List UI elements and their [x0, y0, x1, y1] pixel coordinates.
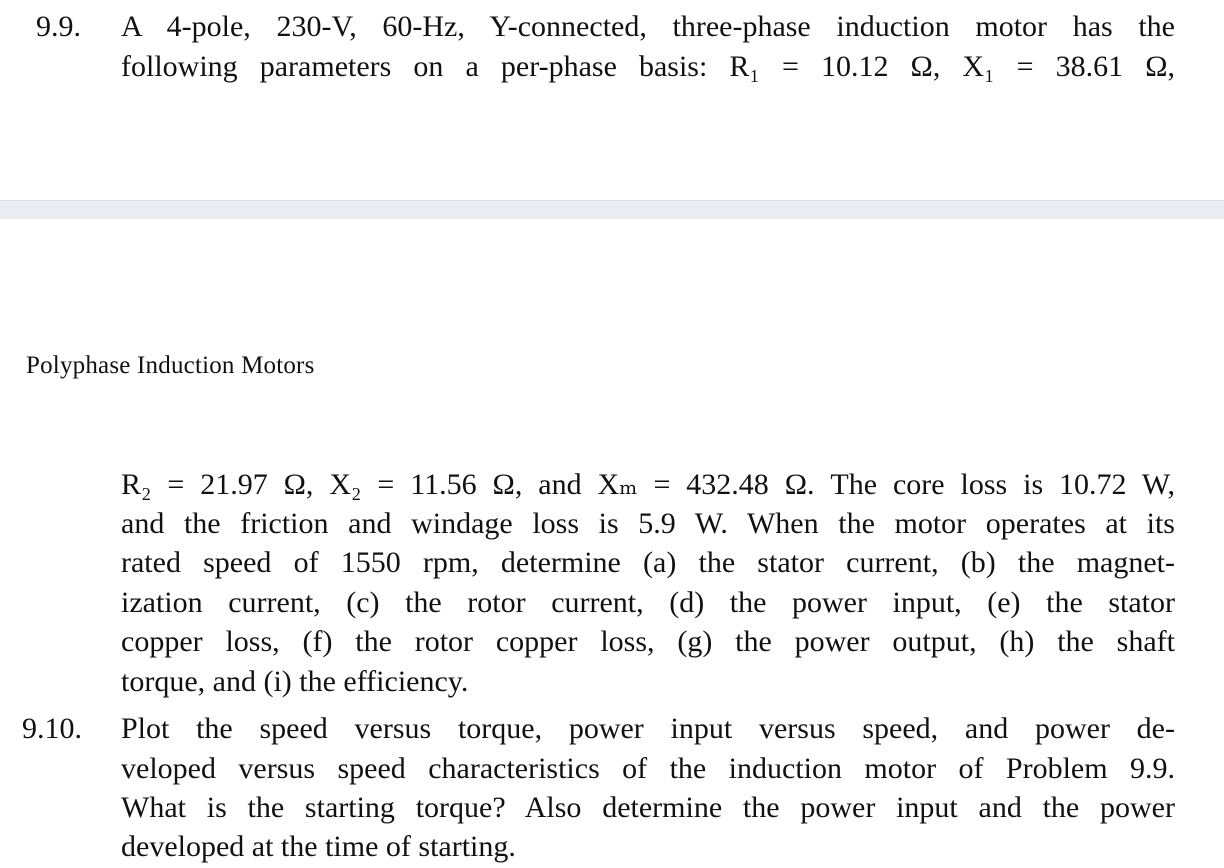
problem-9-9-cont-line-3: rated speed of 1550 rpm, determine (a) the stator current, (b) the magnet- [121, 546, 1175, 579]
page-separator [0, 200, 1224, 220]
problem-9-9-cont-line-5: copper loss, (f) the rotor copper loss, (g) the power output, (h) the shaft [121, 625, 1175, 658]
problem-number-9-10: 9.10. [22, 712, 82, 745]
problem-9-9-cont-line-4: ization current, (c) the rotor current, (d) the power input, (e) the stator [121, 586, 1175, 619]
problem-9-9-cont-line-2: and the friction and windage loss is 5.9 W. When the motor operates at its [121, 507, 1175, 540]
problem-9-9-line-1: A 4-pole, 230-V, 60-Hz, Y-connected, three-phase induction motor has the [121, 10, 1175, 43]
page-top-section [0, 0, 1224, 200]
problem-number-9-9: 9.9. [36, 10, 81, 43]
problem-9-10-line-1: Plot the speed versus torque, power input versus speed, and power de- [121, 712, 1175, 745]
problem-9-10-line-4: developed at the time of starting. [121, 830, 516, 863]
problem-9-9-line-2: following parameters on a per-phase basis: R₁ = 10.12 Ω, X₁ = 38.61 Ω, [121, 50, 1175, 83]
problem-9-10-line-2: veloped versus speed characteristics of the induction motor of Problem 9.9. [121, 752, 1175, 785]
running-head: Polyphase Induction Motors [26, 352, 315, 379]
problem-9-9-cont-line-6: torque, and (i) the efficiency. [121, 665, 469, 698]
problem-9-10-line-3: What is the starting torque? Also determine the power input and the power [121, 791, 1175, 824]
problem-9-9-cont-line-1: R₂ = 21.97 Ω, X₂ = 11.56 Ω, and Xₘ = 432.48 Ω. The core loss is 10.72 W, [121, 468, 1175, 501]
